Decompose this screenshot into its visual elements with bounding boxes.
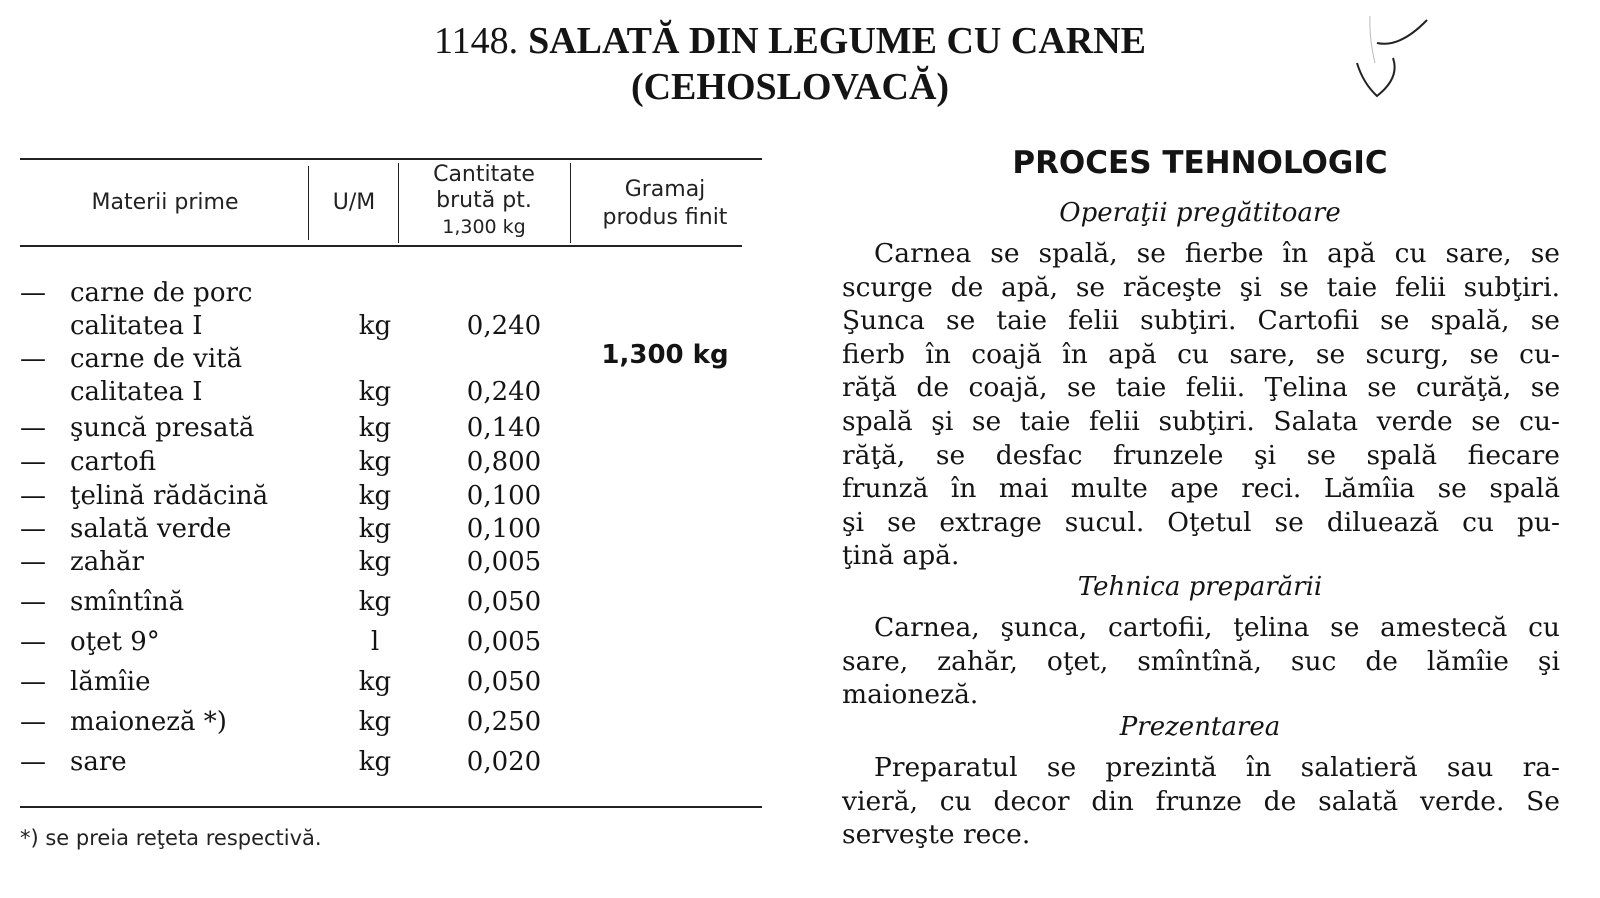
ingredient-quantity: 0,240 (466, 311, 542, 341)
text-line: spală şi se taie felii subţiri. Salata verde se cu- (842, 405, 1560, 437)
ingredient-unit: kg (358, 587, 392, 617)
ingredient-name: cartofi (70, 447, 156, 477)
ingredient-quantity: 0,005 (466, 547, 542, 577)
header-um: U/M (332, 190, 376, 215)
ingredient-unit: kg (358, 514, 392, 544)
ingredient-quantity: 0,020 (466, 747, 542, 777)
header-cantitate (398, 162, 570, 240)
ingredient-name: ţelină rădăcină (70, 481, 269, 511)
ingredient-name: zahăr (70, 547, 144, 577)
row-dash: — (20, 747, 46, 777)
row-dash: — (20, 514, 46, 544)
table-header-rule (20, 245, 742, 247)
ingredient-quantity: 0,005 (466, 627, 542, 657)
text-line: serveşte rece. (842, 819, 1031, 851)
text-line: răţă de coajă, se taie felii. Ţelina se curăţă, se (842, 372, 1560, 404)
handwritten-checkmark-icon (1355, 8, 1455, 108)
section-text-operatii (842, 237, 1560, 573)
ingredient-unit: kg (358, 547, 392, 577)
row-dash: — (20, 278, 46, 308)
ingredient-quantity: 0,050 (466, 667, 542, 697)
recipe-number: 1148. (433, 20, 519, 62)
ingredient-name: smîntînă (70, 587, 185, 617)
ingredient-unit: kg (358, 667, 392, 697)
header-gramaj (570, 176, 760, 232)
row-dash: — (20, 667, 46, 697)
text-line: sare, zahăr, oţet, smîntînă, suc de lămîie şi (842, 645, 1560, 677)
ingredient-name: carne de vită (70, 344, 243, 374)
text-line: Preparatul se prezintă în salatieră sau ra- (874, 752, 1560, 783)
ingredient-quantity: 0,100 (466, 481, 542, 511)
title-line-1 (0, 18, 1580, 64)
footnote: *) se preia reţeta respectivă. (20, 826, 322, 850)
ingredient-unit: kg (358, 377, 392, 407)
ingredient-unit: kg (358, 747, 392, 777)
section-heading-operatii: Operaţii pregătitoare (1059, 198, 1341, 228)
header-cantitate-line: 1,300 kg (442, 216, 526, 238)
ingredient-quantity: 0,140 (466, 413, 542, 443)
ingredient-quantity: 0,100 (466, 514, 542, 544)
ingredient-name: oţet 9° (70, 627, 160, 657)
recipe-name: SALATĂ DIN LEGUME CU CARNE (528, 20, 1146, 62)
ingredient-unit: kg (358, 413, 392, 443)
row-dash: — (20, 413, 46, 443)
row-dash: — (20, 627, 46, 657)
text-line: Şunca se taie felii subţiri. Cartofii se spală, se (842, 305, 1560, 337)
text-line: răţă, se desfac frunzele şi se spală fiecare (842, 439, 1560, 471)
ingredient-name: carne de porc (70, 278, 253, 308)
header-cantitate-line: Cantitate (433, 162, 535, 187)
text-line: maioneză. (842, 679, 979, 711)
ingredient-quantity: 0,050 (466, 587, 542, 617)
header-cantitate-line: brută pt. (436, 188, 532, 213)
table-bottom-rule (20, 806, 762, 808)
ingredient-unit: kg (358, 311, 392, 341)
recipe-origin: (CEHOSLOVACĂ) (630, 66, 950, 108)
row-dash: — (20, 344, 46, 374)
ingredient-quality: calitatea I (70, 377, 203, 407)
text-line: scurge de apă, se răceşte şi se taie felii subţiri. (842, 271, 1560, 303)
ingredient-quantity: 0,240 (466, 377, 542, 407)
header-gramaj-line: produs finit (602, 205, 728, 230)
text-line: ţină apă. (842, 540, 960, 572)
ingredient-unit: kg (358, 707, 392, 737)
recipe-title (0, 18, 1580, 110)
text-line: frunză în mai multe ape reci. Lămîia se spală (842, 473, 1560, 505)
text-line: Carnea se spală, se fierbe în apă cu sare, se (874, 238, 1560, 269)
ingredient-name: lămîie (70, 667, 151, 697)
ingredient-unit: l (370, 627, 380, 657)
ingredient-name: şuncă presată (70, 413, 255, 443)
row-dash: — (20, 707, 46, 737)
ingredient-quantity: 0,800 (466, 447, 542, 477)
ingredient-quality: calitatea I (70, 311, 203, 341)
ingredient-unit: kg (358, 447, 392, 477)
ingredient-name: sare (70, 747, 127, 777)
ingredient-quantity: 0,250 (466, 707, 542, 737)
table-top-rule (20, 158, 762, 160)
row-dash: — (20, 547, 46, 577)
text-line: Carnea, şunca, cartofii, ţelina se amestecă cu (874, 612, 1560, 643)
process-title: PROCES TEHNOLOGIC (1012, 145, 1388, 181)
section-heading-tehnica: Tehnica preparării (1077, 572, 1323, 602)
ingredient-unit: kg (358, 481, 392, 511)
ingredient-name: maioneză *) (70, 707, 227, 737)
row-dash: — (20, 587, 46, 617)
text-line: şi se extrage sucul. Oţetul se diluează cu pu- (842, 506, 1560, 538)
row-dash: — (20, 481, 46, 511)
text-line: fierb în coajă în apă cu sare, se scurg, se cu- (842, 338, 1560, 370)
ingredient-name: salată verde (70, 514, 232, 544)
section-heading-prezentarea: Prezentarea (1119, 712, 1281, 742)
text-line: vieră, cu decor din frunze de salată verde. Se (842, 785, 1560, 817)
section-text-tehnica (842, 611, 1560, 712)
row-dash: — (20, 447, 46, 477)
section-text-prezentarea (842, 751, 1560, 852)
header-materii-prime: Materii prime (91, 190, 239, 215)
finished-product-weight: 1,300 kg (601, 340, 729, 370)
header-gramaj-line: Gramaj (624, 177, 706, 202)
